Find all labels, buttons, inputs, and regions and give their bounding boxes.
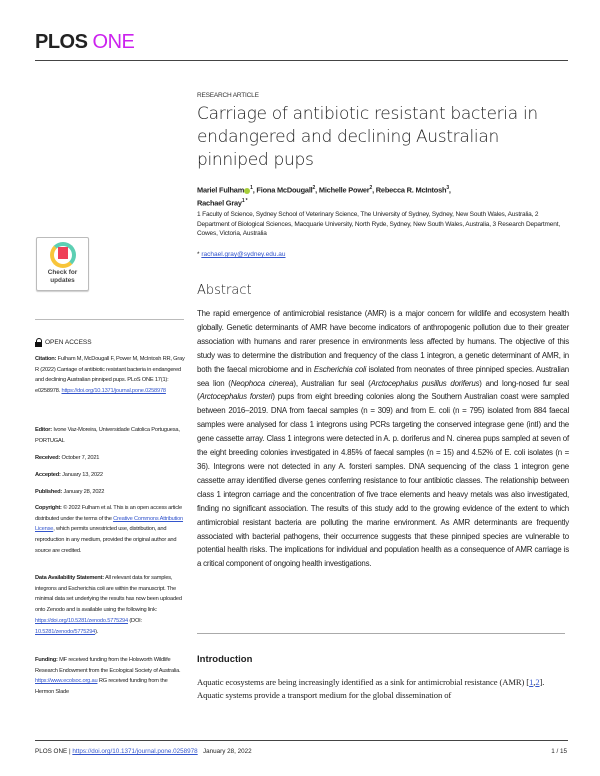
author-name: Mariel Fulham bbox=[197, 185, 245, 195]
sidebar-divider bbox=[35, 319, 184, 320]
data-text: All relevant data for samples, integrons and Escherichia coli are within the manuscript. The minimal data set underlying the results has now been uploaded onto Zenodo and is available using the following link: bbox=[35, 575, 182, 614]
label: Received: bbox=[35, 455, 61, 461]
zenodo-doi-link[interactable]: 10.5281/zenodo/5775294 bbox=[35, 628, 96, 635]
logo-plos: PLOS bbox=[35, 31, 88, 53]
published-date: January 28, 2022 bbox=[63, 489, 105, 495]
footer-doi-link[interactable]: https://doi.org/10.1371/journal.pone.0258978 bbox=[72, 748, 198, 755]
footer-date: January 28, 2022 bbox=[202, 748, 252, 755]
copyright-text: © 2022 Fulham et al. This is an open access article distributed under the terms of the bbox=[35, 505, 182, 522]
introduction-heading: Introduction bbox=[197, 654, 253, 665]
author-name: Fiona McDougall bbox=[256, 185, 313, 195]
funding-text: RG received funding from the Hermon Slade bbox=[35, 678, 168, 696]
header-rule bbox=[35, 60, 568, 61]
email-marker: * bbox=[197, 251, 200, 258]
citation-link[interactable]: 1 bbox=[529, 677, 534, 687]
copyright-block bbox=[35, 503, 185, 557]
citation-doi-link[interactable]: https://doi.org/10.1371/journal.pone.0258978 bbox=[61, 388, 166, 395]
editor-text: Ivone Vaz-Moreira, Universidade Catolica Portuguesa, PORTUGAL bbox=[35, 427, 180, 444]
intro-part: Aquatic ecosystems are being increasingly identified as a sink for antimicrobial resistance (AMR) [ bbox=[197, 677, 530, 687]
open-lock-icon bbox=[35, 338, 42, 347]
author-sup: 1 * bbox=[241, 197, 248, 204]
published-block bbox=[35, 487, 185, 498]
author-name: Rachael Gray bbox=[197, 198, 242, 208]
license-link[interactable]: Creative Commons Attribution License bbox=[35, 515, 184, 533]
crossmark-icon bbox=[50, 242, 76, 268]
abstract-part: ) and long-nosed fur seal ( bbox=[197, 378, 569, 402]
label: Copyright: bbox=[35, 505, 62, 511]
page-number: 1 / 15 bbox=[551, 748, 567, 755]
editor-block bbox=[35, 425, 185, 446]
abstract-divider bbox=[197, 633, 565, 634]
received-date: October 7, 2021 bbox=[61, 455, 100, 461]
data-text: ). bbox=[95, 628, 99, 635]
abstract-part: ) pups from eight breeding colonies along the Southern Australian coast were sampled between 2016–2019. DNA from faecal samples (n = 309) and from E. coli (n = 795) isolated from 884 faecal samples were analysed for class 1 integrons using PCRs targeting the conserved integrase gene (intI) and the gene cassette array. Class 1 integrons were detected in A. p. doriferus and N. cinerea pups sampled at seven of the eight breeding colonies investigated in 4.85% of faecal samples (n = 15) and 4.52% of E. coli isolates (n = 36). Integrons were not detected in any A. forsteri samples. DNA sequencing of the class 1 integron gene cassette array identified diverse genes conferring resistance to four antibiotic classes. The relationship between class 1 integron carriage and the concentration of five trace elements and heavy metals was also investigated, finding no significant association. The results of this study add to the growing evidence of the extent to which antimicrobial resistant bacteria are polluting the marine environment. As AMR determinants are frequently associated with bacterial pathogens, their occurrence suggests that these pinniped species are vulnerable to potential health risks. The implications for individual and population health as a consequence of AMR carriage is a critical component of ongoing health investigations. bbox=[197, 392, 569, 569]
open-access bbox=[35, 338, 92, 347]
abstract-species: Neophoca cinerea bbox=[230, 378, 294, 388]
badge-label: Check for updates bbox=[47, 269, 78, 284]
accepted-date: January 13, 2022 bbox=[62, 472, 103, 478]
citation-block bbox=[35, 354, 185, 397]
email-link[interactable]: rachael.gray@sydney.edu.au bbox=[201, 251, 286, 258]
label: Funding: bbox=[35, 657, 58, 663]
zenodo-link[interactable]: https://doi.org/10.5281/zenodo.5775294 bbox=[35, 617, 128, 624]
label: Data Availability Statement: bbox=[35, 575, 104, 581]
footer-rule bbox=[35, 740, 568, 741]
article-title: Carriage of antibiotic resistant bacteria in endangered and declining Australian pinniped pups bbox=[197, 104, 538, 170]
abstract-species: Escherichia coli bbox=[313, 364, 367, 374]
article-type: RESEARCH ARTICLE bbox=[197, 92, 259, 99]
citation-link[interactable]: 2 bbox=[535, 677, 540, 687]
funding-block bbox=[35, 655, 185, 698]
abstract-part: The rapid emergence of antimicrobial resistance (AMR) is a major concern for wildlife and ecosystem health globally. Genetic determinants of AMR have become indicators of anthropogenic pollution due to their greater association with humans and rarer presence in environments less affected by humans. The objective of this study was to determine the distribution and frequency of the class 1 integron, a genetic determinant of AMR, in both the faecal microbiome and in bbox=[197, 309, 569, 374]
author-name: Rebecca R. McIntosh bbox=[375, 185, 447, 195]
abstract-text bbox=[197, 307, 569, 571]
abstract-species: Arctocephalus pusillus doriferus bbox=[370, 378, 480, 388]
accepted-block bbox=[35, 470, 185, 481]
intro-part: , bbox=[533, 677, 536, 687]
author-sup: 2 bbox=[369, 185, 373, 191]
author-sup: 1 bbox=[250, 185, 253, 191]
intro-part: ]. Aquatic systems provide a transport medium for the global dissemination of bbox=[197, 677, 545, 700]
affiliations: 1 Faculty of Science, Sydney School of Veterinary Science, The University of Sydney, Sydney, New South Wales, Australia, 2 Department of Biological Sciences, Macquarie University, North Ryde, Sydney, New South Wales, Australia, 3 Research Department, Cowes, Victoria, Australia bbox=[197, 211, 561, 238]
check-for-updates-badge[interactable] bbox=[36, 237, 89, 291]
abstract-heading: Abstract bbox=[197, 283, 252, 298]
data-text: (DOI: bbox=[129, 617, 142, 624]
funding-text: MF received funding from the Holsworth Wildlife Research Endowment from the Ecological Society of Australia. bbox=[35, 657, 181, 674]
label: Editor: bbox=[35, 427, 52, 433]
label: Citation: bbox=[35, 356, 57, 362]
abstract-part: isolated from neonates of three pinniped species. Australian sea lion ( bbox=[197, 364, 569, 388]
author-sup: 3 bbox=[446, 185, 449, 191]
abstract-species: Arctocephalus forsteri bbox=[199, 392, 273, 402]
introduction-text bbox=[197, 676, 569, 702]
footer bbox=[35, 748, 252, 755]
author-list: Mariel Fulham $^1$, Fiona McDougall$^2$, Michelle Power$^2$, Rebecca R. McIntosh$^3$, Rachael Gray$^{1 *}$ bbox=[197, 185, 451, 208]
funding-link[interactable]: https://www.ecolsoc.org.au bbox=[35, 678, 98, 685]
author-sup: 2 bbox=[312, 185, 316, 191]
copyright-text: , which permits unrestricted use, distribution, and reproduction in any medium, provided the original author and source are credited. bbox=[35, 526, 177, 554]
abstract-part: ), Australian fur seal ( bbox=[293, 378, 371, 388]
journal-logo bbox=[35, 31, 134, 54]
author-name: Michelle Power bbox=[318, 185, 370, 195]
open-access-label: OPEN ACCESS bbox=[45, 339, 92, 346]
label: Published: bbox=[35, 489, 63, 495]
label: Accepted: bbox=[35, 472, 61, 478]
data-availability-block bbox=[35, 573, 185, 637]
footer-journal: PLOS ONE | bbox=[35, 748, 71, 755]
corresponding-email bbox=[197, 251, 286, 258]
received-block bbox=[35, 453, 185, 464]
logo-one: ONE bbox=[92, 31, 135, 53]
citation-text: Fulham M, McDougall F, Power M, McIntosh RR, Gray R (2022) Carriage of antibiotic resistant bacteria in endangered and declining Australian pinniped pups. PLoS ONE 17(1): e0258978. bbox=[35, 356, 185, 395]
